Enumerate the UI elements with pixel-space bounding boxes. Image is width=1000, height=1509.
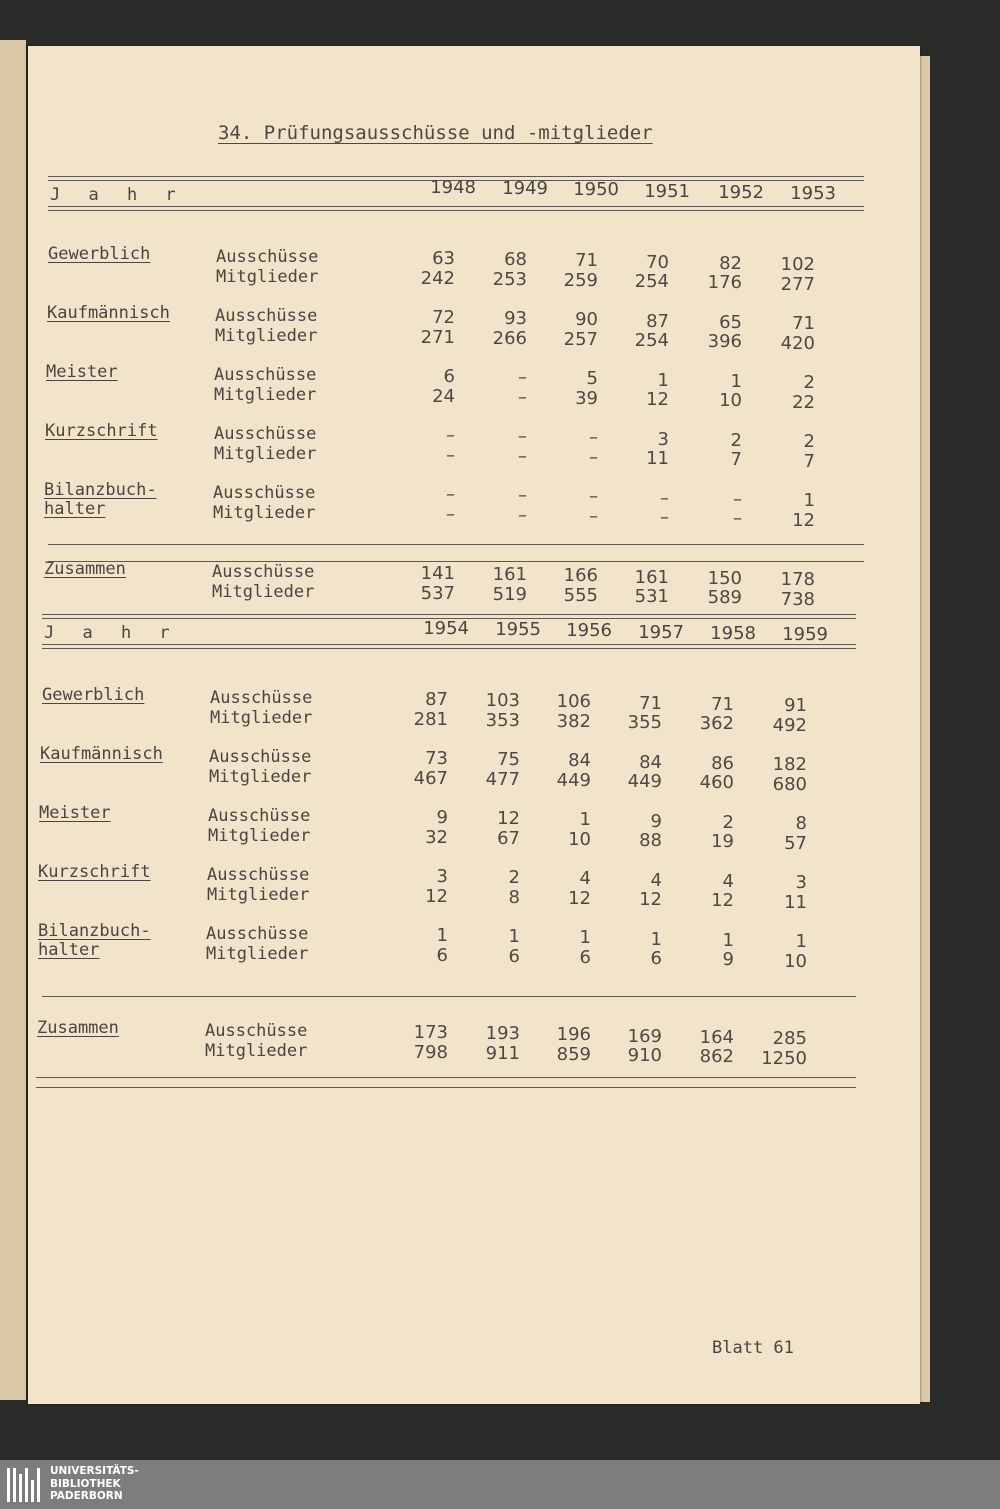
table-cell: 9 [436,807,448,828]
table-cell: 12 [711,890,734,912]
table-cell: 71 [639,692,662,714]
document-page [28,46,920,1404]
table-cell: 589 [707,587,742,609]
category-label: Zusammen [37,1018,119,1038]
table-cell: 285 [772,1028,807,1049]
table-cell: 382 [556,710,591,732]
footer-bar [0,1460,1000,1509]
table-cell: – [518,445,527,467]
table-cell: 93 [504,308,527,330]
table-cell: 73 [425,748,448,769]
table-cell: 178 [780,569,815,590]
table-cell: 1 [579,809,591,831]
rule-line [48,544,864,545]
table-cell: 87 [425,689,448,710]
table-cell: – [446,444,455,466]
table-cell: 259 [563,269,598,291]
ausschuesse-label: Ausschüsse [208,806,311,826]
rule-line [42,614,856,615]
table-cell: 72 [432,307,455,328]
table-cell: – [589,486,598,508]
table-cell: – [589,427,598,449]
table-cell: 242 [420,267,455,289]
table-cell: 176 [707,272,742,294]
table-cell: 84 [639,751,662,773]
table-cell: 1 [730,370,742,392]
rule-line [48,210,864,211]
table-cell: 1 [650,928,662,950]
year-header: 1950 [573,179,619,201]
mitglieder-label: Mitglieder [215,325,318,346]
category-label: Bilanzbuch- halter [44,480,157,519]
table-cell: 9 [650,810,662,832]
table-cell: 82 [719,252,742,274]
table-cell: 6 [650,948,662,970]
table-cell: 12 [646,389,669,411]
year-header: 1958 [710,622,756,644]
table-cell: – [733,488,742,510]
year-header-label: J a h r [50,185,185,205]
ausschuesse-label: Ausschüsse [207,865,310,885]
table-cell: 911 [485,1042,520,1064]
table-cell: 7 [803,450,815,472]
table-cell: 1 [508,926,520,948]
category-label: Meister [46,362,118,382]
table-cell: 161 [634,566,669,588]
table-cell: 2 [508,867,520,889]
table-cell: 7 [730,449,742,471]
table-cell: 910 [627,1045,662,1067]
table-cell: 798 [413,1041,448,1063]
table-cell: 6 [508,945,520,967]
table-cell: 166 [563,565,598,587]
rule-line [42,648,856,649]
mitglieder-label: Mitglieder [210,707,313,728]
rule-line [36,1087,856,1088]
mitglieder-label: Mitglieder [207,884,310,905]
table-cell: 680 [772,773,807,795]
table-cell: 5 [586,368,598,390]
table-cell: – [518,367,527,389]
table-cell: 141 [420,563,455,584]
rule-line [48,561,864,562]
table-cell: 1 [579,927,591,949]
table-cell: 12 [425,885,448,907]
category-label: Meister [39,803,111,823]
table-cell: 862 [699,1046,734,1068]
table-cell: 257 [563,328,598,350]
category-label: Gewerblich [42,685,145,705]
table-cell: 10 [784,950,807,972]
table-cell: 86 [711,752,734,774]
table-cell: 859 [556,1043,591,1065]
category-label: Gewerblich [48,244,151,264]
table-cell: 277 [780,273,815,295]
table-cell: – [518,386,527,408]
table-cell: 10 [719,390,742,412]
page-title: 34. Prüfungsausschüsse und -mitglieder [218,122,653,144]
table-cell: 164 [699,1026,734,1048]
table-cell: 460 [699,772,734,794]
table-cell: 11 [646,448,669,470]
table-cell: 8 [508,886,520,908]
table-cell: 90 [575,309,598,331]
year-header: 1949 [502,178,548,200]
table-cell: 71 [575,250,598,272]
table-cell: – [446,484,455,505]
table-cell: 2 [722,811,734,833]
rule-line [42,996,856,997]
ausschuesse-label: Ausschüsse [209,747,312,767]
mitglieder-label: Mitglieder [213,502,316,523]
table-cell: 6 [579,946,591,968]
table-cell: 353 [485,709,520,731]
table-cell: 281 [413,708,448,730]
table-cell: 449 [627,771,662,793]
table-cell: 12 [497,808,520,830]
table-cell: 355 [627,712,662,734]
year-header: 1948 [430,177,476,198]
table-cell: 88 [639,830,662,852]
table-cell: 71 [792,313,815,334]
category-label: Kurzschrift [38,862,151,882]
table-cell: 519 [492,583,527,605]
ausschuesse-label: Ausschüsse [214,424,317,444]
ausschuesse-label: Ausschüsse [212,562,315,582]
table-cell: 1 [657,369,669,391]
table-cell: 2 [803,431,815,452]
year-header-label: J a h r [44,623,179,643]
ausschuesse-label: Ausschüsse [216,247,319,267]
table-cell: 70 [646,251,669,273]
table-cell: 3 [795,872,807,893]
table-cell: – [518,485,527,507]
year-header: 1957 [638,621,684,643]
table-cell: 1 [436,925,448,946]
table-cell: 68 [504,249,527,271]
previous-page-edge [0,40,26,1400]
table-cell: – [589,446,598,468]
table-cell: 1 [803,490,815,511]
ausschuesse-label: Ausschüsse [215,306,318,326]
table-cell: 22 [792,391,815,413]
rule-line [42,644,856,645]
table-cell: 102 [780,254,815,275]
table-cell: 396 [707,331,742,353]
table-cell: 71 [711,693,734,715]
year-header: 1956 [566,620,612,642]
table-cell: 19 [711,831,734,853]
table-cell: 12 [792,509,815,531]
table-cell: 193 [485,1023,520,1045]
table-cell: 3 [436,866,448,887]
table-cell: 4 [650,869,662,891]
library-bars-icon [6,1466,42,1504]
table-cell: 3 [657,428,669,450]
table-cell: 1250 [761,1047,807,1069]
year-header: 1952 [718,181,764,203]
table-cell: 65 [719,311,742,333]
page-number: Blatt 61 [712,1338,794,1358]
table-cell: 254 [634,330,669,352]
year-header: 1955 [495,619,541,641]
table-cell: 169 [627,1025,662,1047]
ausschuesse-label: Ausschüsse [205,1021,308,1041]
table-cell: 67 [497,827,520,849]
table-cell: – [446,425,455,446]
table-cell: 271 [420,326,455,348]
ausschuesse-label: Ausschüsse [214,365,317,385]
table-cell: 477 [485,768,520,790]
mitglieder-label: Mitglieder [205,1040,308,1061]
table-cell: 87 [646,310,669,332]
table-cell: 4 [579,868,591,890]
rule-line [48,206,864,207]
table-cell: 555 [563,584,598,606]
mitglieder-label: Mitglieder [208,825,311,846]
mitglieder-label: Mitglieder [216,266,319,287]
ausschuesse-label: Ausschüsse [210,688,313,708]
table-cell: 103 [485,690,520,712]
table-cell: 91 [784,695,807,716]
table-cell: 8 [795,813,807,834]
table-cell: 6 [443,366,455,387]
table-cell: – [660,507,669,529]
table-cell: 10 [568,828,591,850]
category-label: Kaufmännisch [40,744,163,764]
table-cell: – [518,426,527,448]
rule-line [36,1077,856,1078]
table-cell: 12 [639,889,662,911]
table-cell: 1 [722,929,734,951]
table-cell: – [733,508,742,530]
mitglieder-label: Mitglieder [214,443,317,464]
table-cell: 1 [795,931,807,952]
library-name: UNIVERSITÄTS- BIBLIOTHEK PADERBORN [50,1465,139,1502]
table-cell: 254 [634,271,669,293]
table-cell: 106 [556,691,591,713]
table-cell: 57 [784,832,807,854]
mitglieder-label: Mitglieder [209,766,312,787]
table-cell: 63 [432,248,455,269]
table-cell: – [589,505,598,527]
table-cell: 39 [575,387,598,409]
table-cell: 182 [772,754,807,775]
mitglieder-label: Mitglieder [212,581,315,602]
table-cell: 2 [803,372,815,393]
year-header: 1951 [644,180,690,202]
table-cell: – [660,487,669,509]
category-label: Kurzschrift [45,421,158,441]
year-header: 1953 [790,183,836,204]
table-cell: 75 [497,749,520,771]
mitglieder-label: Mitglieder [214,384,317,405]
table-cell: 196 [556,1024,591,1046]
year-header: 1954 [423,618,469,639]
table-cell: 150 [707,567,742,589]
table-cell: 449 [556,769,591,791]
table-cell: – [518,504,527,526]
table-cell: – [446,503,455,525]
table-cell: 738 [780,588,815,610]
ausschuesse-label: Ausschüsse [206,924,309,944]
table-cell: 2 [730,429,742,451]
table-cell: 253 [492,268,527,290]
table-cell: 173 [413,1022,448,1043]
table-cell: 32 [425,826,448,848]
table-cell: 84 [568,750,591,772]
table-cell: 531 [634,586,669,608]
table-cell: 4 [722,870,734,892]
mitglieder-label: Mitglieder [206,943,309,964]
table-cell: 9 [722,949,734,971]
table-cell: 266 [492,327,527,349]
category-label: Kaufmännisch [47,303,170,323]
table-cell: 24 [432,385,455,407]
year-header: 1959 [782,624,828,645]
table-cell: 362 [699,713,734,735]
ausschuesse-label: Ausschüsse [213,483,316,503]
category-label: Zusammen [44,559,126,579]
table-cell: 11 [784,891,807,913]
table-cell: 537 [420,582,455,604]
category-label: Bilanzbuch- halter [38,921,151,960]
table-cell: 492 [772,714,807,736]
table-cell: 161 [492,564,527,586]
table-cell: 12 [568,887,591,909]
table-cell: 467 [413,767,448,789]
table-cell: 6 [436,944,448,966]
table-cell: 420 [780,332,815,354]
